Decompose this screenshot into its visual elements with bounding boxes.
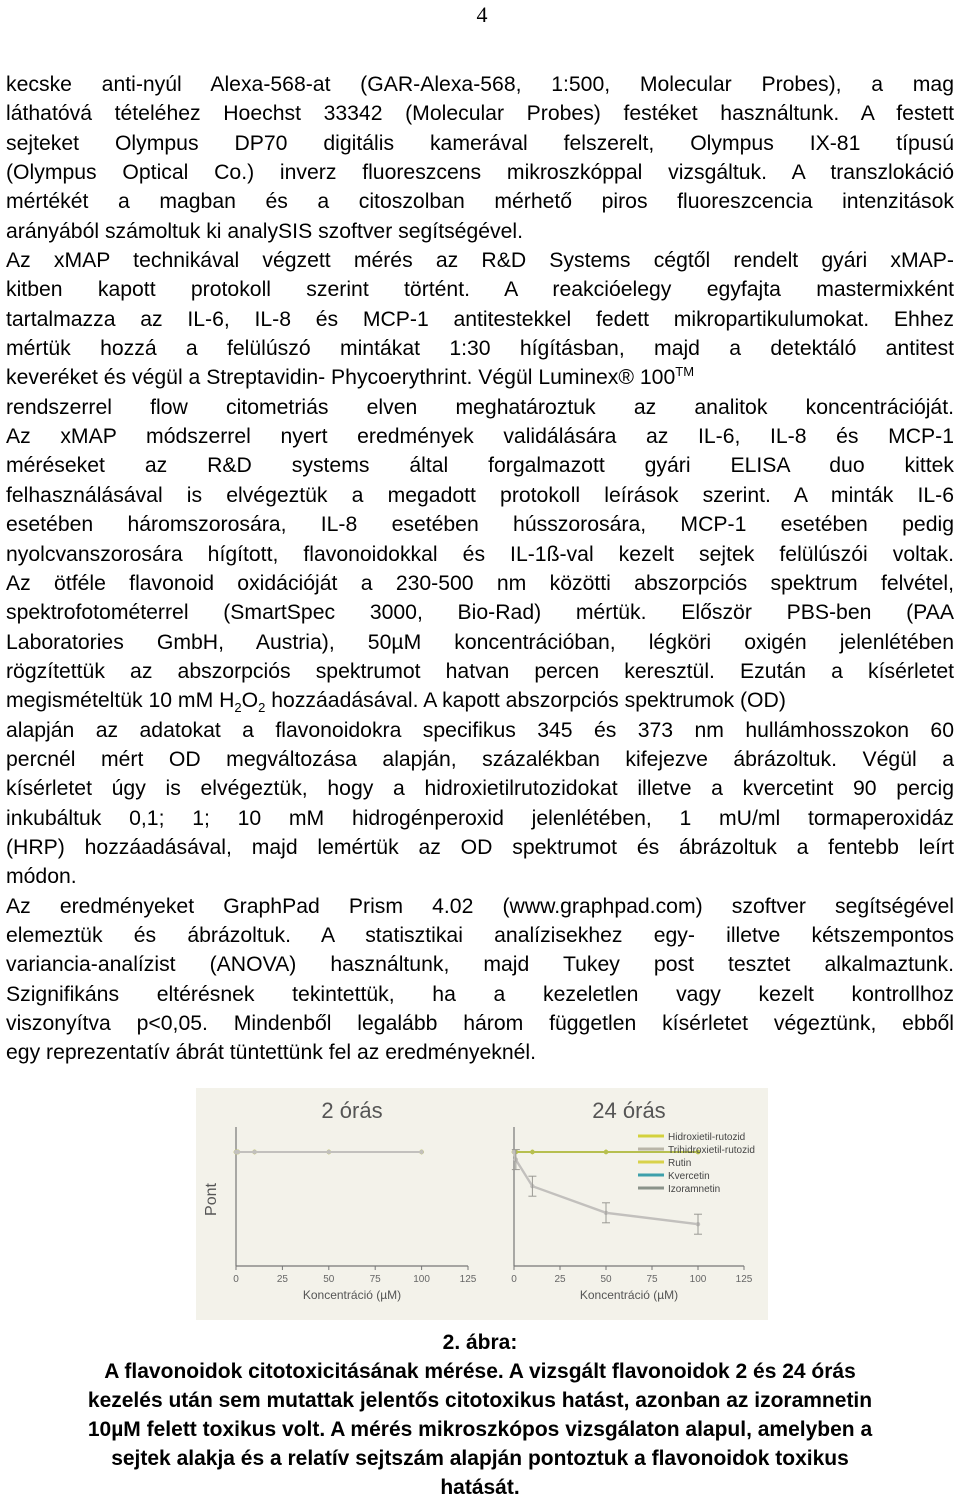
text-line: viszonyítva p<0,05. Mindenből legalább három független kísérletet végeztünk, ebből <box>6 1012 954 1035</box>
x-tick-label: 100 <box>413 1274 430 1285</box>
text-line-h2o2 <box>6 686 954 715</box>
data-point <box>604 1150 608 1154</box>
page-number: 4 <box>476 2 488 27</box>
text-line: variancia-analízist (ANOVA) használtunk, majd Tukey post tesztet alkalmaztunk. <box>6 953 954 977</box>
x-tick-label: 50 <box>600 1274 612 1285</box>
x-axis-label: Koncentráció (µM) <box>302 1288 402 1302</box>
text-line: tartalmazza az IL-6, IL-8 és MCP-1 antitestekkel fedett mikropartikulumokat. Ehhez <box>6 307 954 331</box>
caption-line: sejtek alakja és a relatív sejtszám alapján pontoztuk a flavonoidok toxikus <box>111 1447 849 1470</box>
caption-line: A flavonoidok citotoxicitásának mérése. A vizsgált flavonoidok 2 és 24 órás <box>104 1360 856 1383</box>
figure-caption <box>0 1328 960 1502</box>
text-line: láthatóvá tételéhez Hoechst 33342 (Molecular Probes) festéket használtunk. A festett <box>6 102 954 126</box>
trademark-superscript: TM <box>675 364 695 380</box>
x-tick-label: 25 <box>276 1274 288 1285</box>
text-line-luminex <box>6 363 954 392</box>
y-axis-label: Pont <box>203 1183 220 1216</box>
text-line: Laboratories GmbH, Austria), 50µM koncentrációban, légköri oxigén jelenlétében <box>6 630 954 654</box>
x-tick-label: 25 <box>554 1274 566 1285</box>
x-tick-label: 75 <box>646 1274 658 1285</box>
text-line: nyolcvanszorosára hígított, flavonoidokkal és IL-1ß-val kezelt sejtek felülúszói voltak. <box>6 542 954 566</box>
x-tick-label: 0 <box>511 1274 517 1285</box>
panel-title: 2 órás <box>321 1098 383 1123</box>
text-line: kísérletet úgy is elvégeztük, hogy a hidroxietilrutozidokat illetve a kvercetint 90 percig <box>6 777 954 801</box>
text-line: (Olympus Optical Co.) inverz fluoreszcens mikroszkóppal vizsgáltuk. A transzlokáció <box>6 161 954 185</box>
text-line: Az ötféle flavonoid oxidációját a 230-500 nm közötti abszorpciós spektrum felvétel, <box>6 571 954 595</box>
legend-label: Trihidroxietil-rutozid <box>668 1145 755 1156</box>
caption-label: 2. ábra: <box>442 1331 518 1354</box>
caption-line: kezelés után sem mutattak jelentős citotoxikus hatást, azonban az izoramnetin <box>87 1389 873 1412</box>
subscript: 2 <box>234 700 242 716</box>
text-fragment: keveréket és végül a Streptavidin- Phycoerythrint. Végül Luminex® 100 <box>6 366 676 390</box>
text-line: Az xMAP technikával végzett mérés az R&D Systems cégtől rendelt gyári xMAP- <box>6 249 954 273</box>
text-fragment: O <box>241 689 259 713</box>
x-tick-label: 125 <box>459 1274 477 1285</box>
x-tick-label: 125 <box>735 1274 753 1285</box>
x-tick-label: 0 <box>233 1274 239 1285</box>
text-line: (HRP) hozzáadásával, majd lemértük az OD spektrumot és ábrázoltuk a fentebb leírt <box>6 835 954 859</box>
text-line: egy reprezentatív ábrát tüntettünk fel az eredményeknél. <box>6 1041 536 1065</box>
text-line: elemeztük és ábrázoltuk. A statisztikai analízisekhez egy- illetve kétszempontos <box>6 923 954 947</box>
data-point <box>327 1150 331 1154</box>
legend-label: Rutin <box>668 1158 692 1169</box>
x-tick-label: 50 <box>323 1274 335 1285</box>
text-line: sejteket Olympus DP70 digitális kamerával felszerelt, Olympus IX-81 típusú <box>6 131 954 155</box>
x-tick-label: 75 <box>369 1274 381 1285</box>
text-line: esetében háromszorosára, IL-8 esetében hússzorosára, MCP-1 esetében pedig <box>6 513 954 537</box>
text-line: mértük hozzá a felülúszó mintákat 1:30 hígításban, majd a detektáló antitest <box>6 337 954 361</box>
subscript: 2 <box>258 700 266 716</box>
text-line: arányából számoltuk ki analySIS szoftver segítségével. <box>6 219 523 243</box>
legend-label: Izoramnetin <box>668 1184 721 1195</box>
text-line: alapján az adatokat a flavonoidokra specifikus 345 és 373 nm hullámhosszokon 60 <box>6 718 954 742</box>
text-line: Az xMAP módszerrel nyert eredmények validálására az IL-6, IL-8 és MCP-1 <box>6 425 954 449</box>
text-line: kitben kapott protokoll szerint történt. A reakcióelegy egyfajta mastermixként <box>6 278 954 302</box>
caption-line: 10µM felett toxikus volt. A mérés mikroszkópos vizsgálaton alapul, amelyben a <box>87 1418 873 1441</box>
data-point <box>419 1150 423 1154</box>
legend-label: Hidroxietil-rutozid <box>668 1132 746 1143</box>
data-point <box>530 1150 534 1154</box>
caption-line: hatását. <box>440 1476 520 1499</box>
text-line: módon. <box>6 865 77 889</box>
text-fragment: megismételtük 10 mM H <box>6 689 235 713</box>
text-line: percnél mért OD megváltozása alapján, százalékban kifejezve ábrázoltuk. Végül a <box>6 747 954 771</box>
text-line: kecske anti-nyúl Alexa-568-at (GAR-Alexa-568, 1:500, Molecular Probes), a mag <box>6 73 954 96</box>
text-line: Szignifikáns eltérésnek tekintettük, ha a kezeletlen vagy kezelt kontrollhoz <box>6 982 954 1006</box>
x-axis-label: Koncentráció (µM) <box>579 1288 679 1302</box>
text-fragment: hozzáadásával. A kapott abszorpciós spektrumok (OD) <box>265 689 786 713</box>
text-line: rendszerrel flow citometriás elven meghatároztuk az analitok koncentrációját. <box>6 395 954 419</box>
text-line: Az eredményeket GraphPad Prism 4.02 (www.graphpad.com) szoftver segítségével <box>6 894 954 918</box>
text-line: mértékét a magban és a citoszolban mérhető piros fluoreszcencia intenzitások <box>6 190 954 214</box>
legend-label: Kvercetin <box>668 1171 710 1182</box>
body-paragraph <box>6 70 954 1068</box>
data-point <box>236 1150 240 1154</box>
figure-background <box>196 1088 768 1320</box>
x-tick-label: 100 <box>689 1274 707 1285</box>
text-line: felhasználásával is elvégeztük a megadott protokoll leírások szerint. A minták IL-6 <box>6 483 954 507</box>
text-line: inkubáltuk 0,1; 1; 10 mM hidrogénperoxid jelenlétében, 1 mU/ml tormaperoxidáz <box>6 806 954 830</box>
cytotoxicity-figure <box>196 1088 768 1320</box>
text-line: spektrofotométerrel (SmartSpec 3000, Bio-Rad) mértük. Először PBS-ben (PAA <box>6 601 954 625</box>
text-line: rögzítettük az abszorpciós spektrumot hatvan percen keresztül. Ezután a kísérletet <box>6 659 954 683</box>
text-line: méréseket az R&D systems által forgalmazott gyári ELISA duo kittek <box>6 454 954 478</box>
panel-title: 24 órás <box>592 1098 666 1123</box>
data-point <box>252 1150 256 1154</box>
